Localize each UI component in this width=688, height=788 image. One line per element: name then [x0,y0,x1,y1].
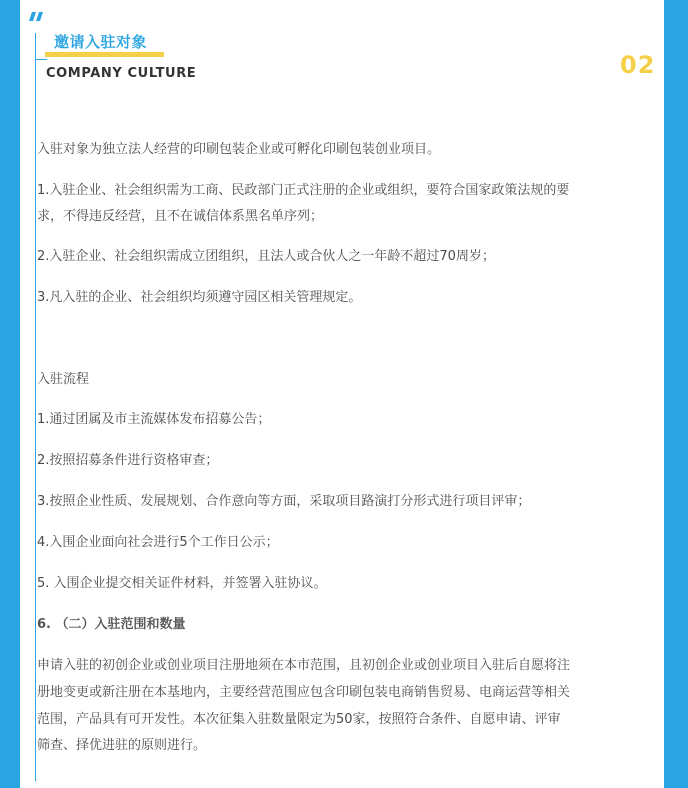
process-step-4: 4.入围企业面向社会进行5个工作日公示； [37,535,279,550]
process-step-2: 2.按照招募条件进行资格审查； [37,453,219,468]
scope-line-2: 册地变更或新注册在本基地内，主要经营范围应包含印刷包装电商销售贸易、电商运营等相关 [37,685,571,700]
process-step-3: 3.按照企业性质、发展规划、合作意向等方面，采取项目路演打分形式进行项目评审； [37,494,531,509]
vertical-rule [35,33,36,781]
requirement-1-line-1: 1.入驻企业、社会组织需为工商、民政部门正式注册的企业或组织，要符合国家政策法规的要 [37,183,570,198]
process-step-5: 5. 入围企业提交相关证件材料，并签署入驻协议。 [37,576,327,591]
section-number: 02 [620,51,656,79]
section-title: 邀请入驻对象 [54,33,148,51]
process-step-6-heading: 6. （二）入驻范围和数量 [37,617,186,632]
scope-line-3: 范围，产品具有可开发性。本次征集入驻数量限定为50家，按照符合条件、自愿申请、评审 [37,712,561,727]
process-step-1: 1.通过团属及市主流媒体发布招募公告； [37,412,271,427]
left-border-bar [0,0,20,788]
scope-line-4: 筛查、择优进驻的原则进行。 [37,738,207,753]
title-underline [45,52,164,57]
quote-mark-icon [28,6,50,26]
section-subtitle: COMPANY CULTURE [46,66,197,81]
requirement-3: 3.凡入驻的企业、社会组织均须遵守园区相关管理规定。 [37,290,362,305]
process-title: 入驻流程 [37,372,90,387]
requirement-2: 2.入驻企业、社会组织需成立团组织，且法人或合伙人之一年龄不超过70周岁； [37,249,495,264]
requirement-1-line-2: 求，不得违反经营，且不在诚信体系黑名单序列； [37,209,324,224]
right-border-bar [664,0,688,788]
title-connector-rule [35,59,47,60]
intro-paragraph: 入驻对象为独立法人经营的印刷包装企业或可孵化印刷包装创业项目。 [37,142,441,157]
scope-line-1: 申请入驻的初创企业或创业项目注册地须在本市范围，且初创企业或创业项目入驻后自愿将注 [37,658,571,673]
